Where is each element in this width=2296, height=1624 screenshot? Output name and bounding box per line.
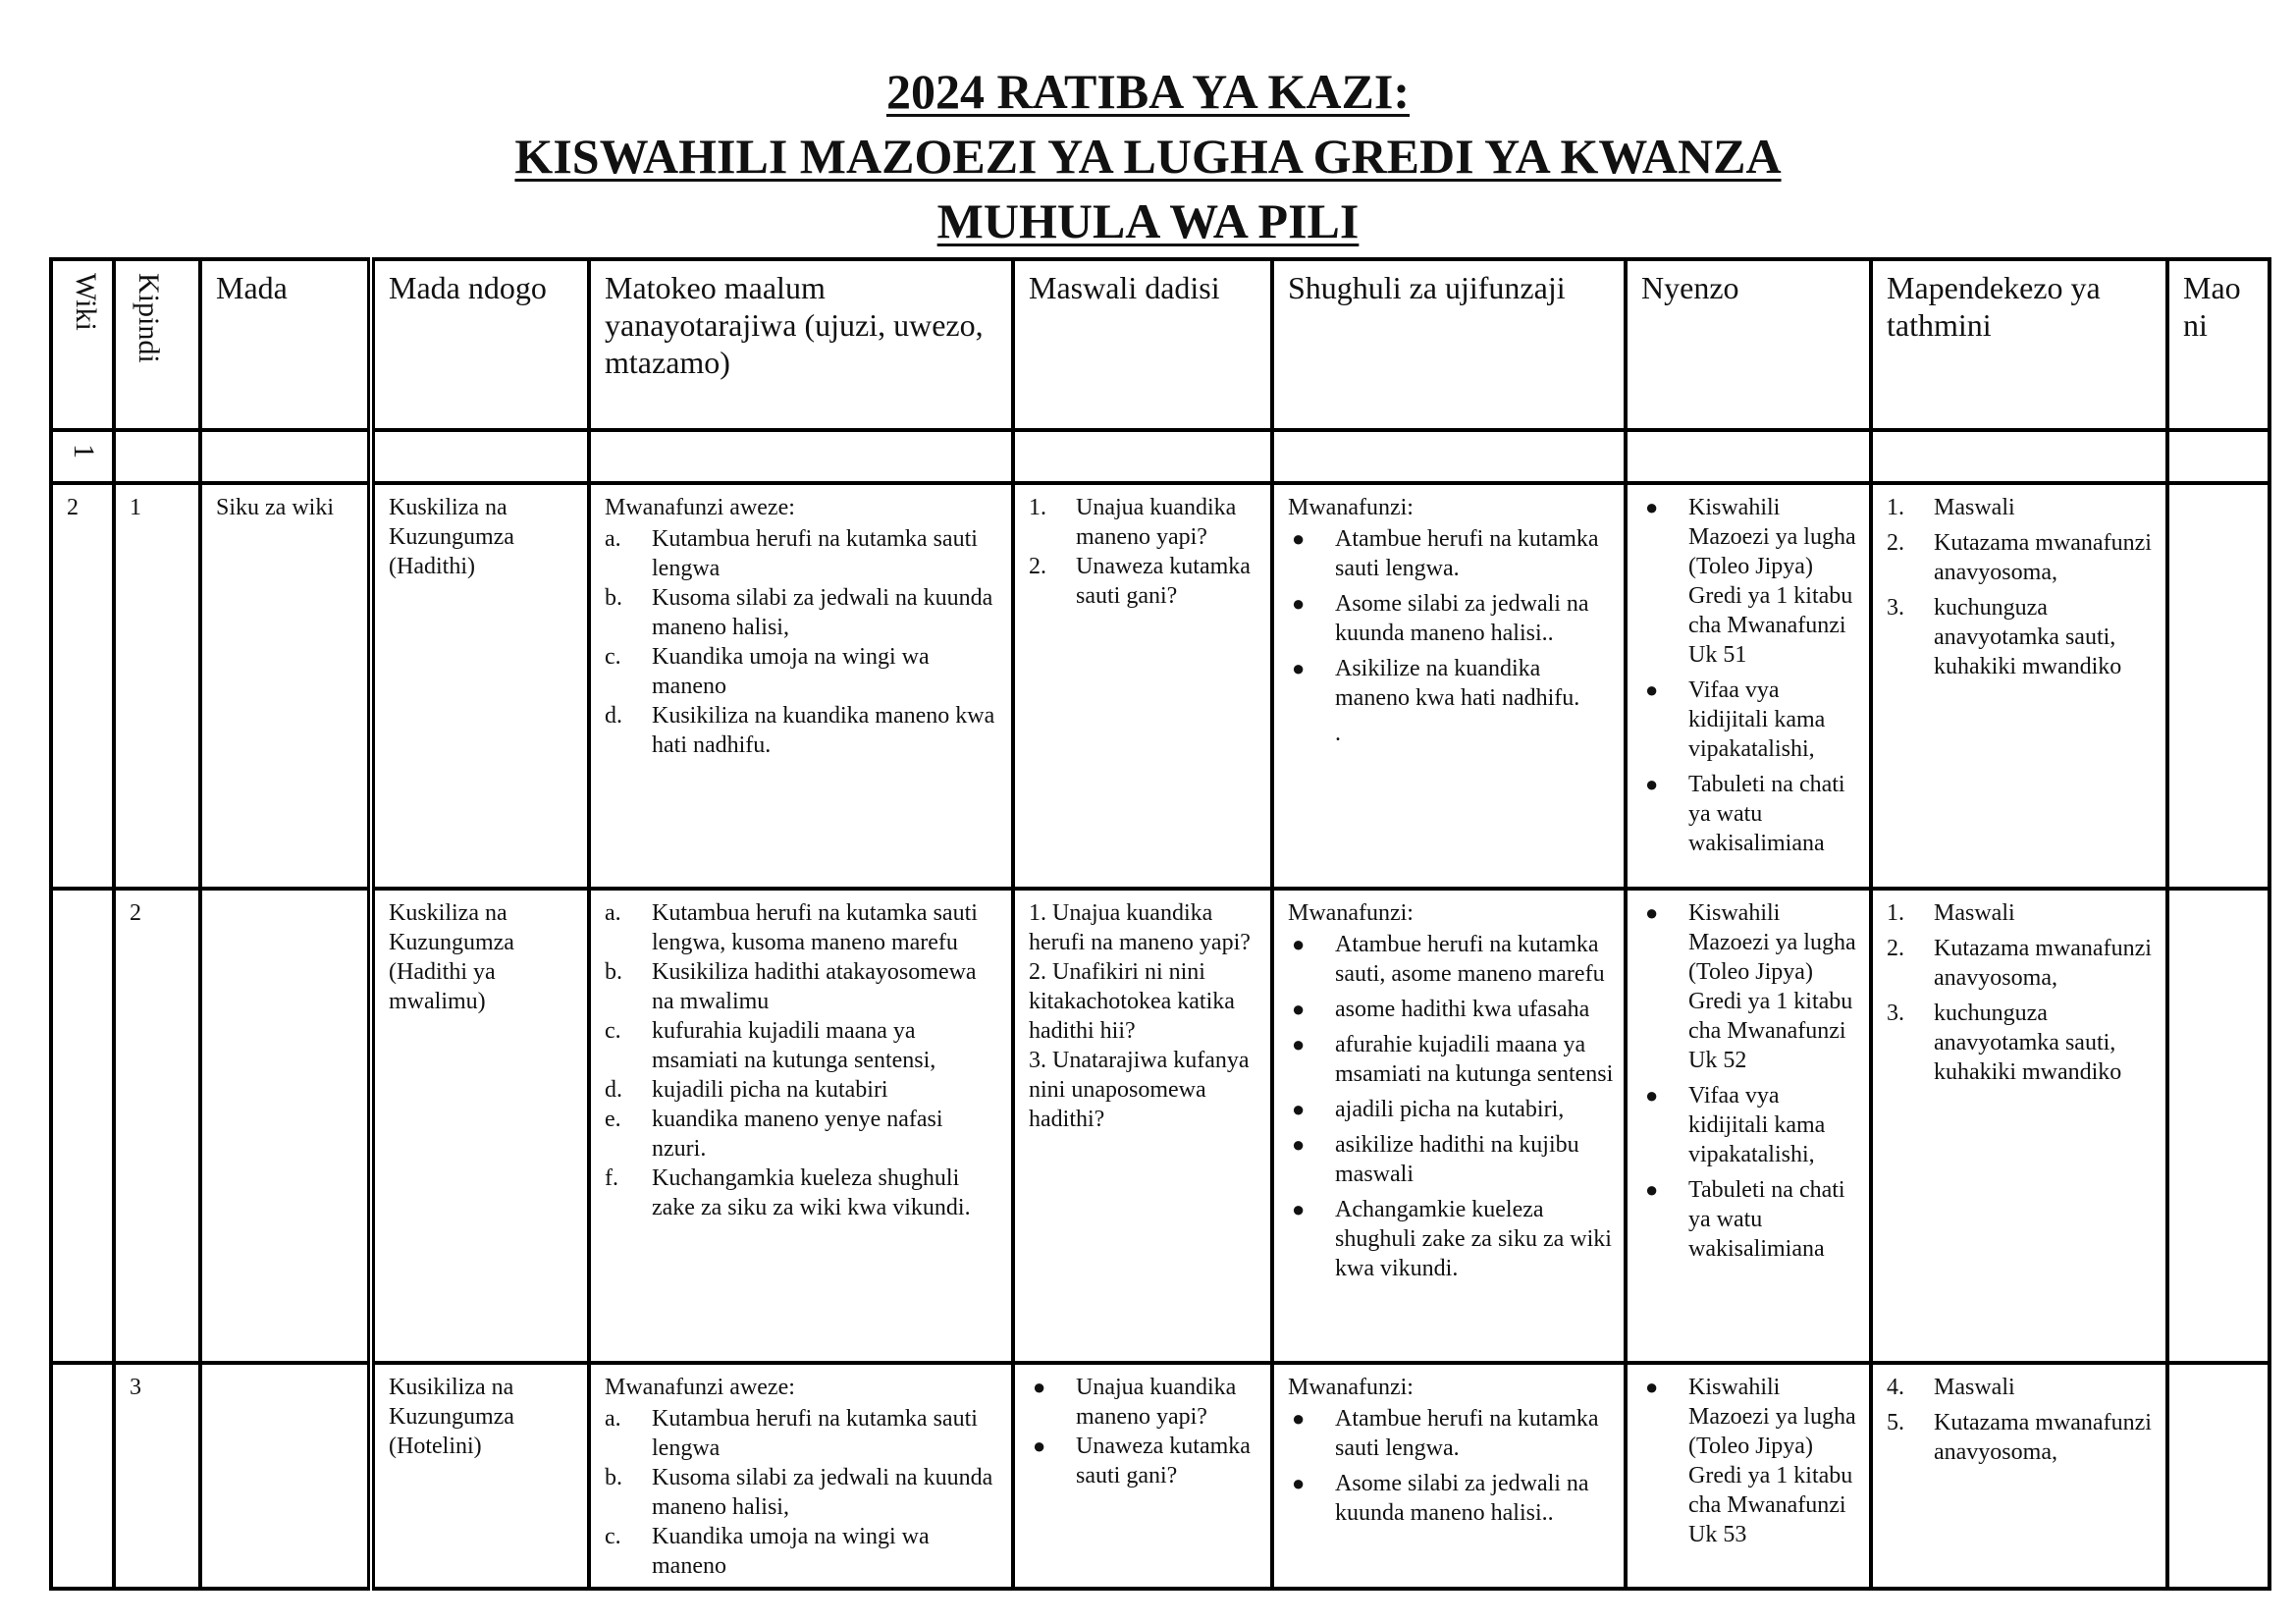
list-item-text: Kutambua herufi na kutamka sauti lengwa, kusoma maneno marefu <box>652 900 978 955</box>
header-kipindi: Kipindi <box>114 259 200 430</box>
bullet-icon: ● <box>1292 1471 1306 1495</box>
list-item-text: Kuchangamkia kueleza shughuli zake za siku za wiki kwa vikundi. <box>652 1165 971 1220</box>
list-item-text: ajadili picha na kutabiri, <box>1335 1097 1565 1122</box>
list-marker: b. <box>605 585 622 611</box>
cell-shughuli: Mwanafunzi: ● Atambue herufi na kutamka sauti, asome maneno marefu ● asome hadithi kwa ufasaha ● afurahie kujadili maana ya msamiati na kutunga sentensi ● ajadili picha na kutabiri, ● asikilize hadithi na kujibu maswali ● Achangamkie kueleza shughuli zake za siku za wiki kwa vikundi. <box>1272 889 1626 1363</box>
list-marker: c. <box>605 1018 621 1044</box>
bullet-icon: ● <box>1645 1177 1659 1202</box>
cell-kipindi: 3 <box>114 1363 200 1589</box>
bullet-icon: ● <box>1292 997 1306 1021</box>
list-item <box>1641 898 1859 1075</box>
header-nyenzo: Nyenzo <box>1626 259 1871 430</box>
list-item-text: Kutambua herufi na kutamka sauti lengwa <box>652 526 978 581</box>
list-item <box>1288 1469 1614 1528</box>
list-item <box>1029 493 1260 552</box>
list-marker: 4. <box>1887 1375 1904 1400</box>
list-item <box>605 898 1001 957</box>
cell-maswali <box>1013 1363 1272 1589</box>
list-item <box>1288 654 1614 713</box>
list-marker: 2. <box>1887 936 1904 961</box>
list-marker: c. <box>605 1524 621 1549</box>
list-item <box>1641 1081 1859 1169</box>
list-item <box>1641 676 1859 764</box>
list-item <box>605 524 1001 583</box>
list-marker: a. <box>605 526 621 552</box>
list-item-text: asome hadithi kwa ufasaha <box>1335 997 1590 1022</box>
list-item <box>605 642 1001 701</box>
cell-kipindi: 2 <box>114 889 200 1363</box>
header-maswali: Maswali dadisi <box>1013 259 1272 430</box>
list-item <box>1029 1373 1260 1432</box>
header-wiki: Wiki <box>51 259 114 430</box>
list-item-text: kujadili picha na kutabiri <box>652 1077 888 1103</box>
cell-shughuli: Mwanafunzi: ● Atambue herufi na kutamka sauti lengwa. ● Asome silabi za jedwali na kuunda maneno halisi.. ● Asikilize na kuandika maneno kwa hati nadhifu. . <box>1272 483 1626 889</box>
list-item <box>1887 1408 2156 1467</box>
list-marker: f. <box>605 1165 618 1191</box>
list-item: 3. Unatarajiwa kufanya nini unaposomewa hadithi? <box>1029 1048 1250 1132</box>
cell-kipindi: 1 <box>114 483 200 889</box>
list-item-text: Asome silabi za jedwali na kuunda maneno halisi.. <box>1335 591 1589 646</box>
list-marker: 1. <box>1887 900 1904 926</box>
bullet-icon: ● <box>1645 1375 1659 1399</box>
cell-maswali <box>1013 889 1272 1363</box>
list-item-text: Achangamkie kueleza shughuli zake za siku za wiki kwa vikundi. <box>1335 1197 1612 1281</box>
list-item <box>605 1463 1001 1522</box>
list-marker: a. <box>605 1406 621 1432</box>
list-item <box>1887 934 2156 993</box>
list-item <box>1288 1404 1614 1463</box>
list-item-text: Unaweza kutamka sauti gani? <box>1076 554 1251 609</box>
cell-matokeo: Mwanafunzi aweze: a. Kutambua herufi na kutamka sauti lengwa b. Kusoma silabi za jedwali na kuunda maneno halisi, c. Kuandika umoja na wingi wa maneno d. Kusikiliza na kuandika maneno kwa hati nadhifu. <box>589 483 1013 889</box>
header-mada-ndogo: Mada ndogo <box>371 259 589 430</box>
list-marker: 5. <box>1887 1410 1904 1435</box>
cell-maoni <box>2167 1363 2269 1589</box>
cell-nyenzo <box>1626 889 1871 1363</box>
list-item <box>1288 1195 1614 1283</box>
list-marker: b. <box>605 959 622 985</box>
bullet-icon: ● <box>1292 932 1306 956</box>
document-title <box>0 59 2296 253</box>
list-item: 1. Unajua kuandika herufi na maneno yapi? <box>1029 900 1251 955</box>
table-row <box>51 889 2269 1363</box>
list-marker: e. <box>605 1107 621 1132</box>
cell-matokeo: Mwanafunzi aweze: a. Kutambua herufi na kutamka sauti lengwa b. Kusoma silabi za jedwali na kuunda maneno halisi, c. Kuandika umoja na wingi wa maneno <box>589 1363 1013 1589</box>
bullet-icon: ● <box>1292 591 1306 616</box>
list-item <box>605 701 1001 760</box>
cell-wiki: 1 <box>51 430 114 483</box>
list-item <box>605 1016 1001 1075</box>
list-marker: 2. <box>1887 530 1904 556</box>
list-item-text: Atambue herufi na kutamka sauti lengwa. <box>1335 1406 1599 1461</box>
list-item <box>605 1164 1001 1222</box>
bullet-icon: ● <box>1645 900 1659 925</box>
list-item-text: Atambue herufi na kutamka sauti, asome maneno marefu <box>1335 932 1605 987</box>
cell-wiki <box>51 1363 114 1589</box>
list-item-text: Vifaa vya kidijitali kama vipakatalishi, <box>1688 1083 1826 1167</box>
list-marker: 2. <box>1029 554 1046 579</box>
list-item-text: Kusikiliza na kuandika maneno kwa hati nadhifu. <box>652 703 995 758</box>
bullet-icon: ● <box>1292 1097 1306 1121</box>
list-item-text: Maswali <box>1934 1375 2015 1400</box>
cell-maoni <box>2167 889 2269 1363</box>
list-item <box>1887 999 2156 1087</box>
cell-nyenzo <box>1626 483 1871 889</box>
list-item-text: kuchunguza anavyotamka sauti, kuhakiki mwandiko <box>1934 1001 2122 1085</box>
list-item-text: Kusikiliza hadithi atakayosomewa na mwalimu <box>652 959 977 1014</box>
list-item <box>1641 770 1859 858</box>
list-item <box>1887 528 2156 587</box>
list-item-text: afurahie kujadili maana ya msamiati na kutunga sentensi <box>1335 1032 1614 1087</box>
list-item <box>1887 1373 2156 1402</box>
list-item-text: Kuandika umoja na wingi wa maneno <box>652 644 930 699</box>
bullet-icon: ● <box>1033 1434 1046 1458</box>
bullet-icon: ● <box>1292 1406 1306 1431</box>
table-row <box>51 1363 2269 1589</box>
list-item <box>1288 930 1614 989</box>
list-item <box>1288 1030 1614 1089</box>
bullet-icon: ● <box>1292 1032 1306 1056</box>
cell-mada <box>200 889 371 1363</box>
cell-mada-ndogo: Kusikiliza na Kuzungumza (Hotelini) <box>371 1363 589 1589</box>
list-item-text: Asikilize na kuandika maneno kwa hati nadhifu. <box>1335 656 1580 711</box>
list-item <box>605 1075 1001 1105</box>
list-item-text: Vifaa vya kidijitali kama vipakatalishi, <box>1688 677 1826 762</box>
list-marker: d. <box>605 703 622 729</box>
list-item <box>605 957 1001 1016</box>
list-item <box>1887 898 2156 928</box>
bullet-icon: ● <box>1292 1197 1306 1221</box>
list-item-text: Unajua kuandika maneno yapi? <box>1076 1375 1237 1430</box>
list-item-text: Maswali <box>1934 495 2015 520</box>
list-item <box>1288 1095 1614 1124</box>
header-matokeo: Matokeo maalum yanayotarajiwa (ujuzi, uwezo, mtazamo) <box>589 259 1013 430</box>
list-item-text: Kusoma silabi za jedwali na kuunda maneno halisi, <box>652 585 993 640</box>
list-item-text: Kusoma silabi za jedwali na kuunda maneno halisi, <box>652 1465 993 1520</box>
list-item <box>1029 552 1260 611</box>
list-item-text: Unajua kuandika maneno yapi? <box>1076 495 1237 550</box>
bullet-icon: ● <box>1645 1083 1659 1108</box>
list-item <box>1288 589 1614 648</box>
list-marker: 1. <box>1887 495 1904 520</box>
cell-mada-ndogo: Kuskiliza na Kuzungumza (Hadithi ya mwalimu) <box>371 889 589 1363</box>
table-row <box>51 483 2269 889</box>
list-item <box>1288 524 1614 583</box>
list-item-text: Asome silabi za jedwali na kuunda maneno halisi.. <box>1335 1471 1589 1526</box>
list-item <box>605 1105 1001 1164</box>
list-item-text: Kutambua herufi na kutamka sauti lengwa <box>652 1406 978 1461</box>
list-item-text: asikilize hadithi na kujibu maswali <box>1335 1132 1579 1187</box>
header-row <box>51 259 2269 430</box>
cell-maswali <box>1013 483 1272 889</box>
bullet-icon: ● <box>1645 772 1659 796</box>
cell-maoni <box>2167 483 2269 889</box>
list-item <box>1288 1130 1614 1189</box>
schedule-table <box>49 257 2271 1591</box>
list-item-text: Maswali <box>1934 900 2015 926</box>
cell-mada <box>200 1363 371 1589</box>
list-item <box>1887 493 2156 522</box>
cell-mapendekezo <box>1871 889 2167 1363</box>
title-line-1: 2024 RATIBA YA KAZI: <box>886 64 1410 119</box>
table-row-week-1 <box>51 430 2269 483</box>
list-item-text: Tabuleti na chati ya watu wakisalimiana <box>1688 1177 1845 1262</box>
list-item <box>1887 593 2156 681</box>
header-mada: Mada <box>200 259 371 430</box>
cell-mapendekezo <box>1871 483 2167 889</box>
list-marker: 3. <box>1887 1001 1904 1026</box>
cell-nyenzo <box>1626 1363 1871 1589</box>
list-marker: d. <box>605 1077 622 1103</box>
list-item <box>1288 995 1614 1024</box>
list-item-text: Kutazama mwanafunzi anavyosoma, <box>1934 936 2152 991</box>
list-item: 2. Unafikiri ni nini kitakachotokea katika hadithi hii? <box>1029 959 1235 1044</box>
list-item-text: kuchunguza anavyotamka sauti, kuhakiki mwandiko <box>1934 595 2122 679</box>
bullet-icon: ● <box>1292 1132 1306 1157</box>
list-item-text: Kiswahili Mazoezi ya lugha (Toleo Jipya) Gredi ya 1 kitabu cha Mwanafunzi Uk 51 <box>1688 495 1856 668</box>
cell-mapendekezo <box>1871 1363 2167 1589</box>
header-shughuli: Shughuli za ujifunzaji <box>1272 259 1626 430</box>
cell-mada: Siku za wiki <box>200 483 371 889</box>
title-line-3: MUHULA WA PILI <box>936 193 1360 248</box>
list-item <box>605 1522 1001 1581</box>
list-marker: 3. <box>1887 595 1904 621</box>
list-item-text: kuandika maneno yenye nafasi nzuri. <box>652 1107 943 1162</box>
list-item <box>1641 1175 1859 1264</box>
cell-wiki <box>51 889 114 1363</box>
bullet-icon: ● <box>1292 656 1306 680</box>
list-item <box>605 583 1001 642</box>
list-item-text: Kutazama mwanafunzi anavyosoma, <box>1934 1410 2152 1465</box>
list-item-text: Atambue herufi na kutamka sauti lengwa. <box>1335 526 1599 581</box>
list-item-text: Kuandika umoja na wingi wa maneno <box>652 1524 930 1579</box>
bullet-icon: ● <box>1645 677 1659 702</box>
list-item <box>1641 1373 1859 1549</box>
list-item-text: kufurahia kujadili maana ya msamiati na kutunga sentensi, <box>652 1018 936 1073</box>
list-marker: 1. <box>1029 495 1046 520</box>
list-item-text: Unaweza kutamka sauti gani? <box>1076 1434 1251 1489</box>
list-marker: b. <box>605 1465 622 1490</box>
list-item <box>1029 1432 1260 1490</box>
cell-wiki: 2 <box>51 483 114 889</box>
list-item-text: Kiswahili Mazoezi ya lugha (Toleo Jipya) Gredi ya 1 kitabu cha Mwanafunzi Uk 52 <box>1688 900 1856 1073</box>
list-item <box>605 1404 1001 1463</box>
bullet-icon: ● <box>1033 1375 1046 1399</box>
header-mapendekezo: Mapendekezo ya tathmini <box>1871 259 2167 430</box>
list-marker: a. <box>605 900 621 926</box>
cell-matokeo <box>589 889 1013 1363</box>
bullet-icon: ● <box>1292 526 1306 551</box>
list-item-text: Tabuleti na chati ya watu wakisalimiana <box>1688 772 1845 856</box>
cell-mada-ndogo: Kuskiliza na Kuzungumza (Hadithi) <box>371 483 589 889</box>
title-line-2: KISWAHILI MAZOEZI YA LUGHA GREDI YA KWANZA <box>514 129 1782 184</box>
list-item-text: Kiswahili Mazoezi ya lugha (Toleo Jipya) Gredi ya 1 kitabu cha Mwanafunzi Uk 53 <box>1688 1375 1856 1547</box>
bullet-icon: ● <box>1645 495 1659 519</box>
list-item-text: Kutazama mwanafunzi anavyosoma, <box>1934 530 2152 585</box>
list-item <box>1641 493 1859 670</box>
header-maoni: Mao ni <box>2167 259 2269 430</box>
list-marker: c. <box>605 644 621 670</box>
cell-shughuli: Mwanafunzi: ● Atambue herufi na kutamka sauti lengwa. ● Asome silabi za jedwali na kuunda maneno halisi.. <box>1272 1363 1626 1589</box>
